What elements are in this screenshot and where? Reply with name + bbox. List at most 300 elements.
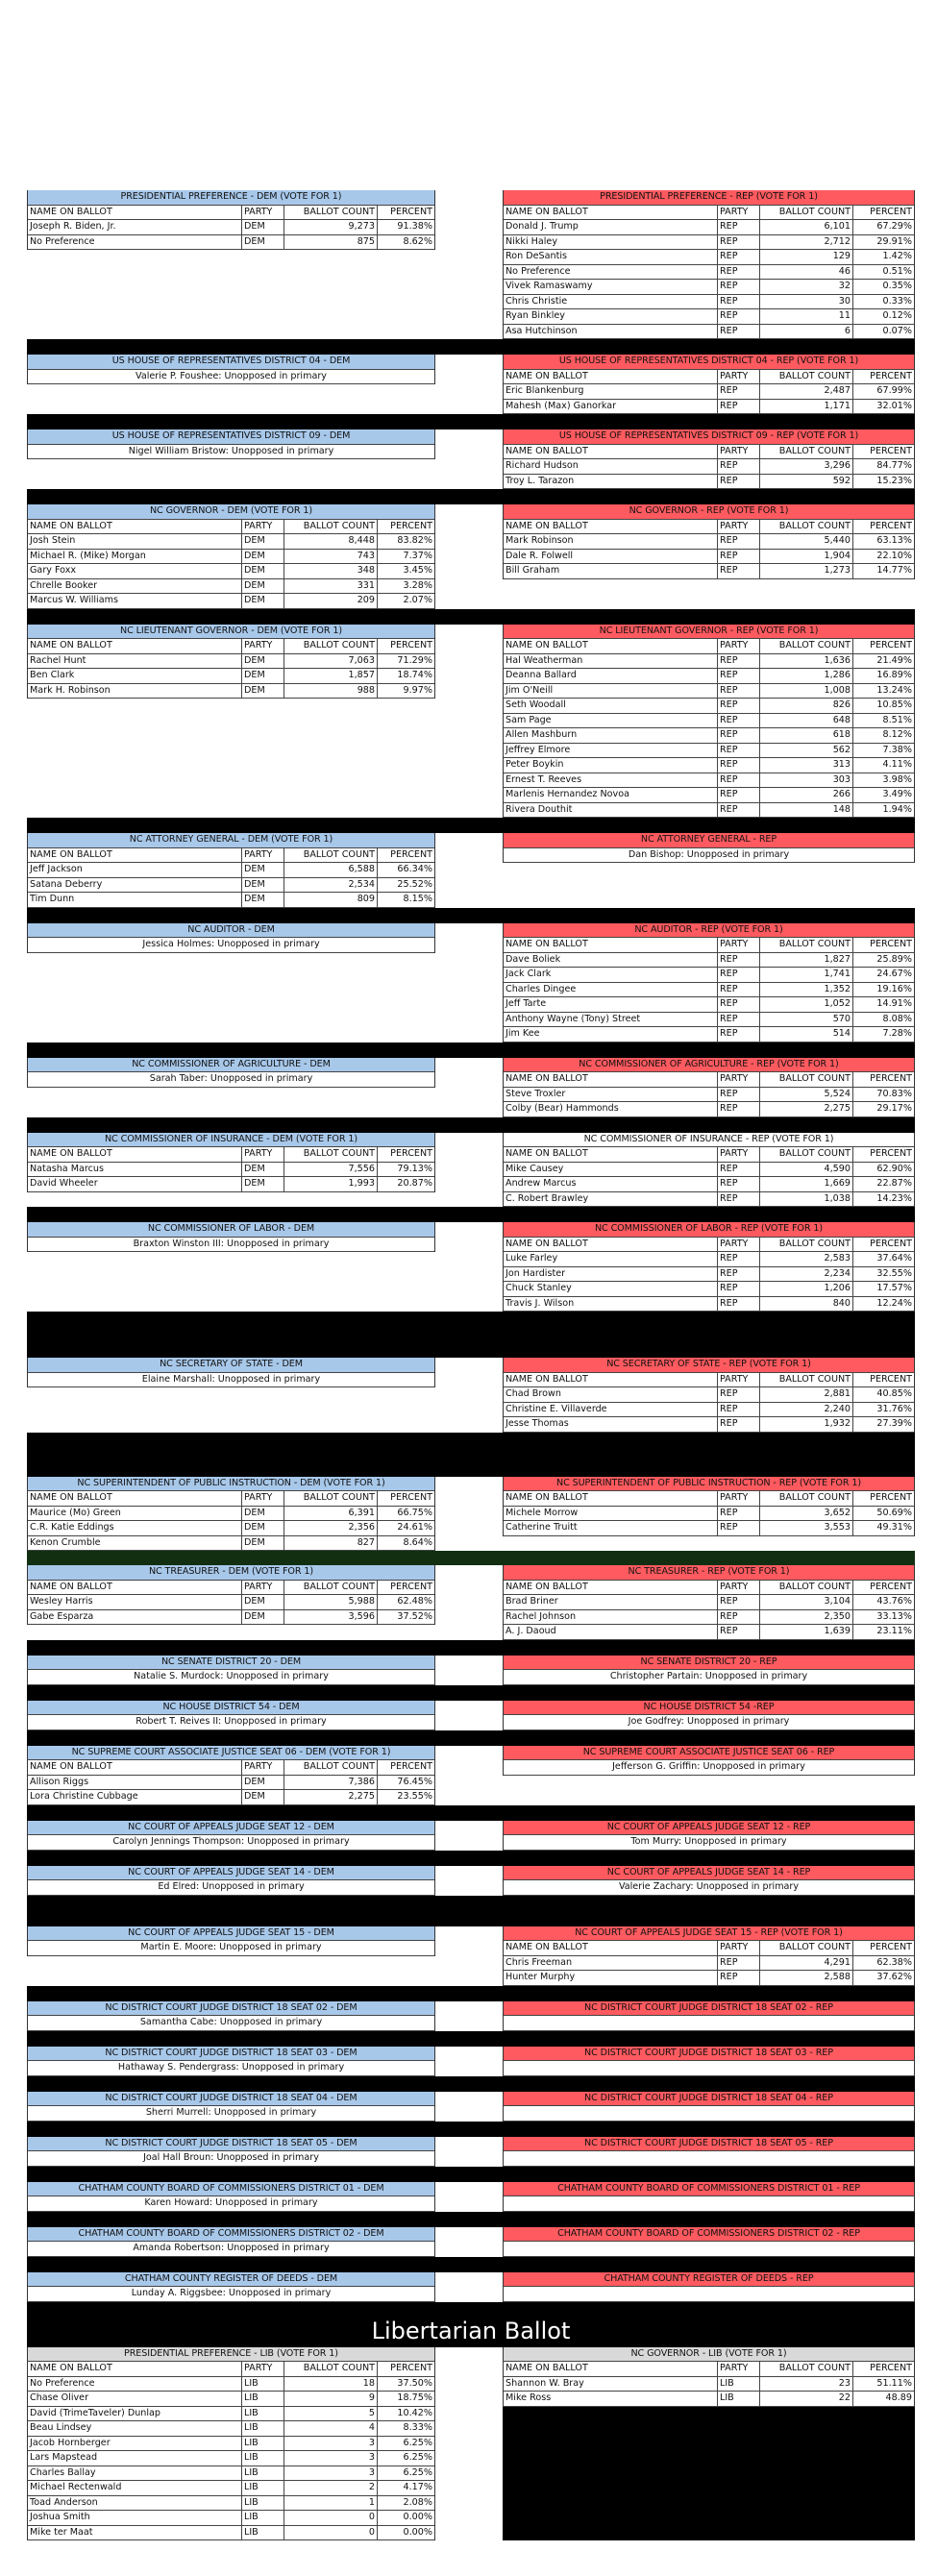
left-race-table [27, 1477, 435, 1552]
name-column-header: NAME ON BALLOT [28, 206, 242, 220]
candidate-party: REP [718, 997, 760, 1012]
candidate-party: DEM [242, 1790, 284, 1804]
candidate-row [28, 893, 434, 908]
candidate-row [504, 1297, 914, 1313]
race-group [27, 625, 915, 819]
vote-percent: 2.07% [403, 595, 432, 605]
candidate-party: REP [718, 475, 760, 489]
vote-percent: 67.29% [876, 221, 912, 232]
vote-percent: 3.45% [403, 565, 432, 576]
ballot-count: 266 [760, 788, 853, 802]
name-column-header: NAME ON BALLOT [504, 370, 718, 384]
candidate-party: REP [718, 1163, 760, 1177]
candidate-row [28, 579, 434, 595]
candidate-name: Chris Christie [504, 295, 718, 309]
vote-percent: 10.42% [397, 2407, 432, 2418]
right-race-table [503, 1926, 915, 1986]
candidate-row [504, 1102, 914, 1117]
race-title: NC SECRETARY OF STATE - DEM [28, 1358, 434, 1373]
unopposed-note: Lunday A. Riggsbee: Unopposed in primary [28, 2287, 434, 2302]
candidate-party: LIB [242, 2526, 284, 2540]
candidate-party: REP [718, 728, 760, 743]
ballot-count: 4,291 [760, 1956, 853, 1971]
race-title: NC SECRETARY OF STATE - REP (VOTE FOR 1) [504, 1358, 914, 1373]
ballot-count-column-header: BALLOT COUNT [760, 1373, 853, 1387]
candidate-row [504, 1971, 914, 1986]
vote-percent: 23.55% [397, 1791, 432, 1802]
ballot-count: 23 [760, 2377, 853, 2392]
race-title: US HOUSE OF REPRESENTATIVES DISTRICT 04 - DEM [28, 355, 434, 370]
candidate-name: Toad Anderson [28, 2496, 242, 2511]
column-header-row [504, 206, 914, 221]
right-race-table [503, 2092, 915, 2122]
race-title: NC DISTRICT COURT JUDGE DISTRICT 18 SEAT 05 - REP [504, 2137, 914, 2152]
party-column-header: PARTY [718, 2362, 760, 2376]
vote-percent: 19.16% [876, 983, 912, 994]
percent-column-header: PERCENT [870, 520, 912, 531]
percent-column-header: PERCENT [870, 1073, 912, 1084]
percent-column-header: PERCENT [390, 1492, 432, 1503]
ballot-count: 988 [284, 684, 378, 699]
candidate-party: REP [718, 788, 760, 802]
candidate-name: Seth Woodall [504, 699, 718, 713]
ballot-count-column-header: BALLOT COUNT [284, 1581, 378, 1595]
race-group [27, 504, 915, 609]
candidate-row [28, 863, 434, 878]
ballot-count: 3 [284, 2466, 378, 2481]
race-title: NC COMMISSIONER OF AGRICULTURE - DEM [28, 1058, 434, 1073]
race-title: NC DISTRICT COURT JUDGE DISTRICT 18 SEAT 02 - DEM [28, 2001, 434, 2017]
dem-column [27, 1746, 435, 1805]
candidate-row [28, 1790, 434, 1805]
ballot-count: 303 [760, 773, 853, 788]
candidate-name: Mark H. Robinson [28, 684, 242, 699]
ballot-count: 3 [284, 2437, 378, 2451]
candidate-name: Allen Mashburn [504, 728, 718, 743]
vote-percent: 14.77% [876, 565, 912, 576]
vote-percent: 6.25% [403, 2452, 432, 2463]
candidate-party: LIB [242, 2511, 284, 2525]
vote-percent: 37.52% [397, 1610, 432, 1622]
party-column-header: PARTY [718, 1373, 760, 1387]
name-column-header: NAME ON BALLOT [28, 2362, 242, 2376]
right-race-table [503, 2227, 915, 2257]
rep-column [503, 2047, 915, 2076]
vote-percent: 0.33% [882, 295, 912, 307]
right-race-table [503, 1701, 915, 1730]
ballot-count: 3 [284, 2451, 378, 2466]
rep-column [503, 1222, 915, 1312]
unopposed-note: Joe Godfrey: Unopposed in primary [504, 1715, 914, 1730]
unopposed-note [504, 2106, 914, 2122]
percent-column-header: PERCENT [870, 1492, 912, 1503]
race-group [27, 1821, 915, 1851]
candidate-name: No Preference [504, 265, 718, 280]
candidate-party: DEM [242, 1163, 284, 1177]
left-race-table [27, 1926, 435, 1956]
race-title: NC COMMISSIONER OF INSURANCE - REP (VOTE FOR 1) [504, 1133, 914, 1148]
name-column-header: NAME ON BALLOT [504, 206, 718, 220]
vote-percent: 25.89% [876, 953, 912, 965]
right-race-table [503, 1656, 915, 1685]
percent-column-header: PERCENT [870, 445, 912, 456]
dem-column [27, 1358, 435, 1387]
candidate-row [504, 220, 914, 235]
left-race-table [27, 625, 435, 699]
candidate-party: REP [718, 654, 760, 669]
candidate-party: REP [718, 384, 760, 399]
candidate-row [28, 534, 434, 550]
party-column-header: PARTY [718, 938, 760, 952]
ballot-count: 2,350 [760, 1610, 853, 1625]
candidate-name: Sam Page [504, 714, 718, 728]
ballot-count: 1,286 [760, 669, 853, 683]
ballot-count: 1,827 [760, 953, 853, 968]
vote-percent: 23.11% [876, 1626, 912, 1636]
candidate-party: REP [718, 684, 760, 699]
column-header-row [504, 639, 914, 654]
candidate-name: C.R. Katie Eddings [28, 1521, 242, 1535]
unopposed-note: Martin E. Moore: Unopposed in primary [28, 1941, 434, 1956]
party-column-header: PARTY [718, 520, 760, 534]
race-group [27, 1058, 915, 1117]
candidate-party: REP [718, 1027, 760, 1042]
ballot-count-column-header: BALLOT COUNT [760, 445, 853, 459]
candidate-name: Mike Ross [504, 2392, 718, 2406]
race-group [27, 2347, 915, 2541]
section-divider [27, 609, 915, 625]
dem-column [27, 2182, 435, 2212]
candidate-name: Charles Dingee [504, 983, 718, 997]
vote-percent: 76.45% [397, 1776, 432, 1787]
ballot-count: 3,553 [760, 1521, 853, 1535]
candidate-row [504, 669, 914, 684]
column-header-row [504, 1147, 914, 1163]
race-group [27, 2182, 915, 2212]
candidate-party: LIB [242, 2377, 284, 2392]
race-title: NC DISTRICT COURT JUDGE DISTRICT 18 SEAT 03 - DEM [28, 2047, 434, 2062]
ballot-count: 9 [284, 2392, 378, 2406]
left-race-table [27, 1656, 435, 1685]
name-column-header: NAME ON BALLOT [28, 848, 242, 863]
left-race-table [27, 1821, 435, 1851]
dem-column [27, 1133, 435, 1192]
candidate-name: Donald J. Trump [504, 220, 718, 234]
candidate-name: Josh Stein [28, 534, 242, 549]
percent-column-header: PERCENT [870, 206, 912, 217]
left-race-table [27, 504, 435, 609]
ballot-count: 2,275 [760, 1102, 853, 1116]
rep-column [503, 2347, 915, 2541]
vote-percent: 8.08% [882, 1013, 912, 1024]
party-column-header: PARTY [718, 1491, 760, 1506]
ballot-count: 46 [760, 265, 853, 280]
candidate-name: Tim Dunn [28, 893, 242, 907]
percent-column-header: PERCENT [870, 2363, 912, 2373]
column-header-row [504, 1238, 914, 1253]
candidate-name: Michael Rectenwald [28, 2481, 242, 2495]
candidate-row [28, 2496, 434, 2512]
name-column-header: NAME ON BALLOT [504, 1491, 718, 1506]
candidate-party: DEM [242, 594, 284, 608]
party-column-header: PARTY [718, 1072, 760, 1087]
vote-percent: 8.33% [403, 2422, 432, 2433]
unopposed-note: Jessica Holmes: Unopposed in primary [28, 938, 434, 953]
vote-percent: 3.49% [882, 789, 912, 799]
race-group [27, 1358, 915, 1433]
ballot-count: 2,881 [760, 1387, 853, 1402]
section-divider [27, 489, 915, 504]
ballot-count: 7,063 [284, 654, 378, 669]
candidate-party: LIB [242, 2437, 284, 2451]
column-header-row [504, 1072, 914, 1088]
ballot-count: 8,448 [284, 534, 378, 549]
race-title: CHATHAM COUNTY BOARD OF COMMISSIONERS DISTRICT 01 - DEM [28, 2182, 434, 2197]
vote-percent: 17.57% [876, 1283, 912, 1293]
candidate-row [504, 1956, 914, 1972]
race-title: NC COURT OF APPEALS JUDGE SEAT 15 - DEM [28, 1926, 434, 1942]
rep-column [503, 1358, 915, 1433]
candidate-party: REP [718, 758, 760, 773]
section-divider [27, 1117, 915, 1133]
column-header-row [504, 938, 914, 953]
candidate-row [28, 1177, 434, 1192]
section-divider [27, 2212, 915, 2227]
right-race-table [503, 355, 915, 414]
candidate-row [28, 1776, 434, 1791]
candidate-name: A. J. Daoud [504, 1625, 718, 1639]
candidate-party: DEM [242, 654, 284, 669]
section-divider [27, 414, 915, 429]
candidate-row [504, 684, 914, 699]
party-column-header: PARTY [242, 639, 284, 653]
ballot-count: 4,590 [760, 1163, 853, 1177]
candidate-name: Wesley Harris [28, 1595, 242, 1609]
vote-percent: 14.91% [876, 998, 912, 1009]
vote-percent: 0.35% [882, 281, 912, 291]
ballot-count: 1,008 [760, 684, 853, 699]
candidate-name: Marlenis Hernandez Novoa [504, 788, 718, 802]
ballot-count: 875 [284, 235, 378, 250]
candidate-party: REP [718, 550, 760, 564]
ballot-count-column-header: BALLOT COUNT [760, 520, 853, 534]
ballot-count: 1,273 [760, 564, 853, 578]
candidate-party: DEM [242, 863, 284, 877]
candidate-row [504, 1417, 914, 1433]
candidate-party: DEM [242, 1776, 284, 1790]
rep-column [503, 625, 915, 819]
vote-percent: 25.52% [397, 878, 432, 890]
right-race-table [503, 429, 915, 489]
dem-column [27, 1701, 435, 1730]
candidate-party: LIB [718, 2392, 760, 2406]
candidate-row [28, 2377, 434, 2392]
candidate-name: Lars Mapstead [28, 2451, 242, 2466]
left-race-table [27, 923, 435, 953]
candidate-name: Colby (Bear) Hammonds [504, 1102, 718, 1116]
dem-column [27, 833, 435, 908]
candidate-row [504, 1403, 914, 1418]
candidate-row [28, 2437, 434, 2452]
candidate-name: Dave Boliek [504, 953, 718, 968]
race-title: CHATHAM COUNTY BOARD OF COMMISSIONERS DISTRICT 02 - DEM [28, 2227, 434, 2243]
race-group [27, 1133, 915, 1208]
candidate-row [504, 1027, 914, 1043]
candidate-party: REP [718, 309, 760, 324]
vote-percent: 24.67% [876, 969, 912, 979]
candidate-row [28, 220, 434, 235]
race-title: NC COMMISSIONER OF AGRICULTURE - REP (VOTE FOR 1) [504, 1058, 914, 1073]
vote-percent: 62.90% [876, 1163, 912, 1174]
vote-percent: 22.10% [876, 550, 912, 561]
ballot-count: 562 [760, 744, 853, 758]
vote-percent: 62.38% [876, 1956, 912, 1968]
candidate-party: REP [718, 773, 760, 788]
libertarian-ballot-banner: Libertarian Ballot [27, 2302, 915, 2347]
vote-percent: 37.62% [876, 1972, 912, 1982]
race-title: NC TREASURER - REP (VOTE FOR 1) [504, 1565, 914, 1581]
vote-percent: 16.89% [876, 670, 912, 680]
candidate-row [504, 1610, 914, 1626]
candidate-name: Christine E. Villaverde [504, 1403, 718, 1417]
ballot-count: 313 [760, 758, 853, 773]
name-column-header: NAME ON BALLOT [504, 445, 718, 459]
candidate-name: Travis J. Wilson [504, 1297, 718, 1312]
race-title: NC SUPREME COURT ASSOCIATE JUSTICE SEAT 06 - DEM (VOTE FOR 1) [28, 1746, 434, 1761]
ballot-count: 5,440 [760, 534, 853, 549]
party-column-header: PARTY [242, 1581, 284, 1595]
candidate-name: Hal Weatherman [504, 654, 718, 669]
column-header-row [504, 1491, 914, 1507]
candidate-party: REP [718, 1102, 760, 1116]
ballot-count-column-header: BALLOT COUNT [760, 1147, 853, 1162]
right-race-table [503, 923, 915, 1043]
vote-percent: 91.38% [397, 221, 432, 232]
rep-column [503, 2227, 915, 2257]
candidate-party: DEM [242, 1536, 284, 1551]
candidate-name: Charles Ballay [28, 2466, 242, 2481]
vote-percent: 2.08% [403, 2496, 432, 2508]
section-divider [27, 908, 915, 923]
candidate-row [504, 1387, 914, 1403]
unopposed-note: Valerie Zachary: Unopposed in primary [504, 1880, 914, 1896]
candidate-name: David Wheeler [28, 1177, 242, 1191]
percent-column-header: PERCENT [390, 848, 432, 860]
section-divider [27, 2122, 915, 2137]
vote-percent: 8.64% [403, 1536, 432, 1548]
race-title: US HOUSE OF REPRESENTATIVES DISTRICT 09 - REP (VOTE FOR 1) [504, 429, 914, 445]
column-header-row [28, 1491, 434, 1507]
candidate-row [28, 1521, 434, 1536]
rep-column [503, 923, 915, 1043]
left-race-table [27, 2347, 435, 2541]
ballot-count: 30 [760, 295, 853, 309]
race-title: NC DISTRICT COURT JUDGE DISTRICT 18 SEAT 04 - DEM [28, 2092, 434, 2107]
ballot-count: 514 [760, 1027, 853, 1042]
column-header-row [28, 1147, 434, 1163]
vote-percent: 1.94% [882, 803, 912, 815]
unopposed-note: Braxton Winston III: Unopposed in primary [28, 1238, 434, 1253]
dem-column [27, 2227, 435, 2257]
ballot-count: 3,296 [760, 459, 853, 474]
race-title: NC LIEUTENANT GOVERNOR - REP (VOTE FOR 1) [504, 625, 914, 640]
name-column-header: NAME ON BALLOT [504, 1072, 718, 1087]
section-divider [27, 1986, 915, 2001]
candidate-name: Deanna Ballard [504, 669, 718, 683]
ballot-count: 6 [760, 325, 853, 339]
right-race-table [503, 2137, 915, 2167]
candidate-row [504, 1267, 914, 1283]
vote-percent: 0.51% [882, 265, 912, 277]
rep-column [503, 190, 915, 339]
race-title: NC LIEUTENANT GOVERNOR - DEM (VOTE FOR 1) [28, 625, 434, 640]
race-title: NC DISTRICT COURT JUDGE DISTRICT 18 SEAT 03 - REP [504, 2047, 914, 2062]
race-title: NC COURT OF APPEALS JUDGE SEAT 15 - REP (VOTE FOR 1) [504, 1926, 914, 1942]
race-title: CHATHAM COUNTY BOARD OF COMMISSIONERS DISTRICT 01 - REP [504, 2182, 914, 2197]
ballot-count: 2,275 [284, 1790, 378, 1804]
dem-column [27, 355, 435, 384]
ballot-count-column-header: BALLOT COUNT [284, 848, 378, 863]
unopposed-note: Elaine Marshall: Unopposed in primary [28, 1373, 434, 1388]
vote-percent: 15.23% [876, 475, 912, 486]
dem-column [27, 2001, 435, 2031]
candidate-name: Mike Causey [504, 1163, 718, 1177]
candidate-name: Hunter Murphy [504, 1971, 718, 1985]
candidate-party: REP [718, 250, 760, 264]
race-title: NC ATTORNEY GENERAL - REP [504, 833, 914, 848]
candidate-name: Vivek Ramaswamy [504, 280, 718, 294]
candidate-name: Allison Riggs [28, 1776, 242, 1790]
candidate-row [504, 384, 914, 400]
unopposed-note [504, 2151, 914, 2167]
candidate-party: REP [718, 295, 760, 309]
candidate-name: Steve Troxler [504, 1088, 718, 1102]
candidate-name: Jon Hardister [504, 1267, 718, 1282]
candidate-party: REP [718, 744, 760, 758]
candidate-row [504, 968, 914, 983]
percent-column-header: PERCENT [870, 939, 912, 949]
candidate-row [504, 2392, 914, 2407]
candidate-party: DEM [242, 1610, 284, 1625]
candidate-row [504, 1192, 914, 1208]
section-divider [27, 1685, 915, 1701]
race-title: NC SUPERINTENDENT OF PUBLIC INSTRUCTION - DEM (VOTE FOR 1) [28, 1477, 434, 1492]
percent-column-header: PERCENT [870, 1238, 912, 1249]
party-column-header: PARTY [718, 206, 760, 220]
rep-column [503, 1746, 915, 1776]
name-column-header: NAME ON BALLOT [504, 1941, 718, 1955]
percent-column-header: PERCENT [390, 1581, 432, 1592]
race-group [27, 1565, 915, 1640]
ballot-count-column-header: BALLOT COUNT [760, 206, 853, 220]
candidate-name: Marcus W. Williams [28, 594, 242, 608]
candidate-row [504, 803, 914, 819]
candidate-row [28, 1163, 434, 1178]
ballot-count-column-header: BALLOT COUNT [760, 1491, 853, 1506]
rep-column [503, 1926, 915, 1986]
name-column-header: NAME ON BALLOT [504, 1581, 718, 1595]
race-title: NC DISTRICT COURT JUDGE DISTRICT 18 SEAT 02 - REP [504, 2001, 914, 2017]
name-column-header: NAME ON BALLOT [504, 1147, 718, 1162]
race-title: NC SUPERINTENDENT OF PUBLIC INSTRUCTION - REP (VOTE FOR 1) [504, 1477, 914, 1492]
rep-column [503, 1866, 915, 1896]
candidate-party: DEM [242, 1507, 284, 1521]
column-header-row [504, 370, 914, 385]
ballot-count: 2,234 [760, 1267, 853, 1282]
ballot-count: 148 [760, 803, 853, 818]
vote-percent: 18.75% [397, 2392, 432, 2403]
candidate-row [504, 280, 914, 295]
